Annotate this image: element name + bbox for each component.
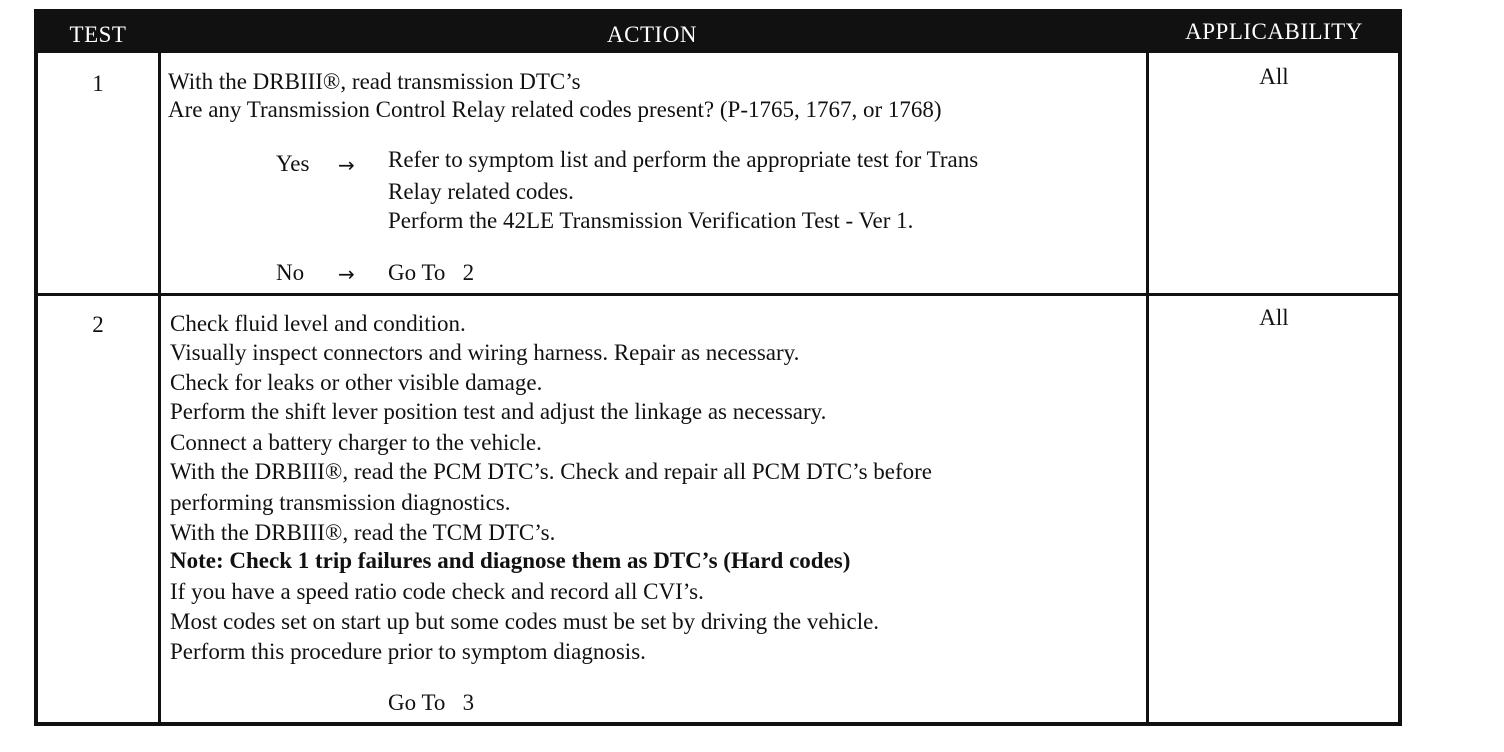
row-2-goto: Go To 3 bbox=[388, 690, 475, 715]
row-2-line-10: If you have a speed ratio code check and record all CVI’s. bbox=[170, 579, 704, 604]
row-1-no-label: No bbox=[276, 260, 305, 285]
row-1-yes-label: Yes bbox=[276, 151, 310, 176]
row-2-line-3: Check for leaks or other visible damage. bbox=[170, 370, 543, 395]
row-2-line-5: Connect a battery charger to the vehicle. bbox=[170, 430, 542, 455]
row-1-no-action: Go To 2 bbox=[388, 260, 475, 285]
table-header bbox=[38, 13, 1398, 53]
row-1-yes-line-2: Relay related codes. bbox=[388, 179, 574, 204]
row-1-applicability: All bbox=[1259, 64, 1289, 89]
row-1-line-2: Are any Transmission Control Relay related codes present? (P-1765, 1767, or 1768) bbox=[168, 97, 942, 122]
row-1-test-number: 1 bbox=[92, 71, 104, 96]
row-1-yes-line-3: Perform the 42LE Transmission Verification Test - Ver 1. bbox=[388, 208, 914, 233]
diagnostic-table bbox=[34, 9, 1402, 726]
row-2-line-12: Perform this procedure prior to symptom diagnosis. bbox=[170, 639, 646, 664]
row-2-line-6: With the DRBIII®, read the PCM DTC’s. Check and repair all PCM DTC’s before bbox=[170, 459, 932, 484]
header-test: TEST bbox=[69, 22, 127, 47]
row-2-line-11: Most codes set on start up but some codes must be set by driving the vehicle. bbox=[170, 609, 880, 634]
row-2-line-4: Perform the shift lever position test and adjust the linkage as necessary. bbox=[170, 399, 827, 424]
row-2-note: Note: Check 1 trip failures and diagnose them as DTC’s (Hard codes) bbox=[170, 548, 851, 573]
row-2-line-1: Check fluid level and condition. bbox=[170, 311, 466, 336]
column-divider-action bbox=[1146, 53, 1149, 726]
row-divider bbox=[38, 293, 1402, 296]
row-1-line-1: With the DRBIII®, read transmission DTC’s bbox=[168, 69, 581, 94]
column-divider-test bbox=[158, 53, 161, 726]
row-2-test-number: 2 bbox=[92, 312, 104, 337]
row-1-yes-arrow: → bbox=[338, 153, 355, 177]
row-2-line-2: Visually inspect connectors and wiring harness. Repair as necessary. bbox=[170, 340, 800, 365]
row-2-line-8: With the DRBIII®, read the TCM DTC’s. bbox=[170, 520, 556, 545]
row-2-applicability: All bbox=[1259, 305, 1289, 330]
row-1-yes-line-1: Refer to symptom list and perform the appropriate test for Trans bbox=[388, 147, 979, 172]
header-action: ACTION bbox=[607, 22, 697, 47]
row-2-line-7: performing transmission diagnostics. bbox=[170, 490, 511, 515]
header-applicability: APPLICABILITY bbox=[1185, 19, 1363, 44]
row-1-no-arrow: → bbox=[338, 262, 355, 286]
